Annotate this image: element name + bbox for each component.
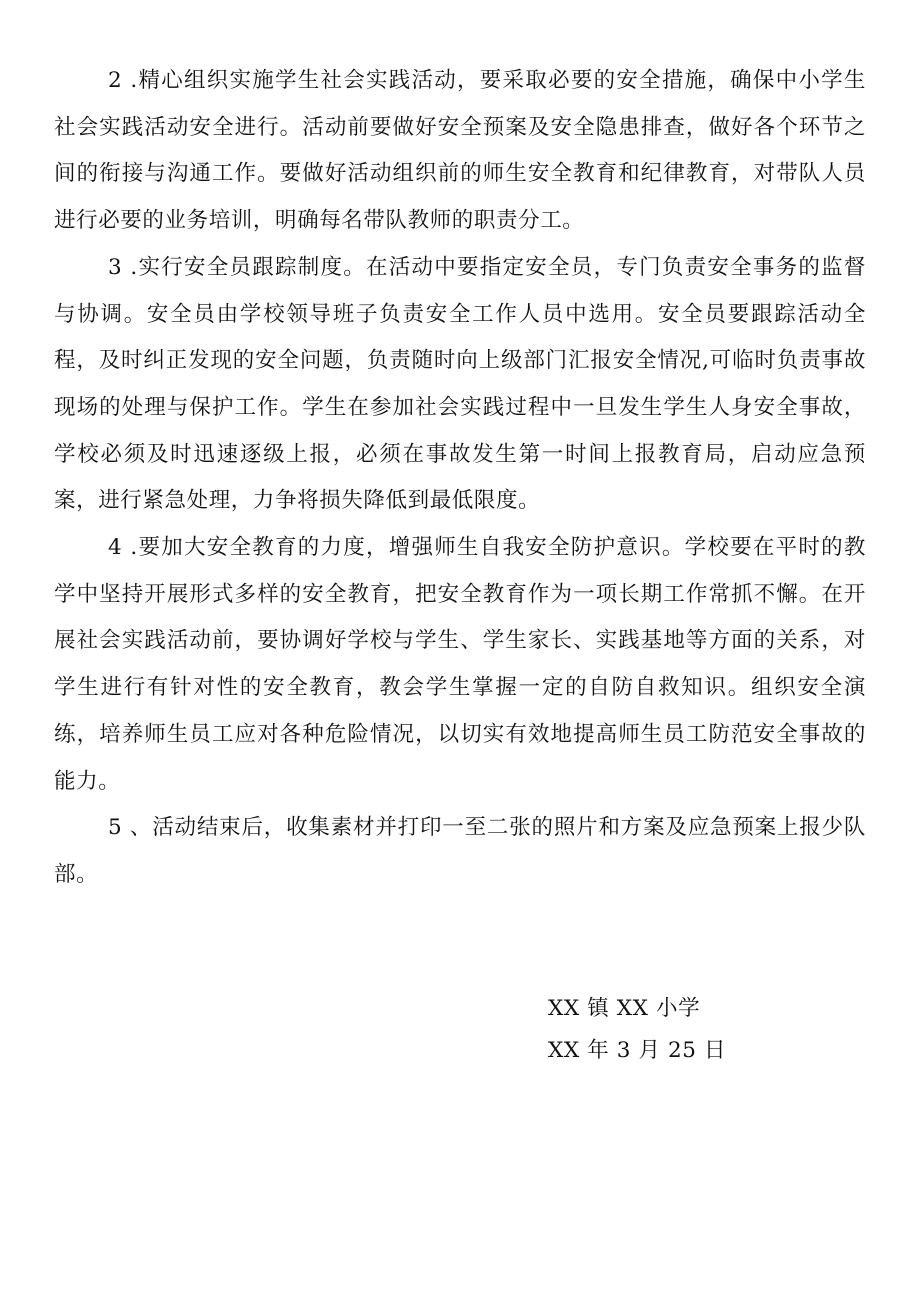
paragraph-item-4: 4 .要加大安全教育的力度，增强师生自我安全防护意识。学校要在平时的教学中坚持开展形式多样的安全教育，把安全教育作为一项长期工作常抓不懈。在开展社会实践活动前，要协调好学校与学生、学生家长、实践基地等方面的关系，对学生进行有针对性的安全教育，教会学生掌握一定的自防自救知识。组织安全演练，培养师生员工应对各种危险情况，以切实有效地提高师生员工防范安全事故的能力。 [54,535,866,794]
document-body [54,58,866,899]
signature-organization: XX 镇 XX 小学 [548,996,701,1021]
paragraph-item-2: 2 .精心组织实施学生社会实践活动，要采取必要的安全措施，确保中小学生社会实践活动安全进行。活动前要做好安全预案及安全隐患排查，做好各个环节之间的衔接与沟通工作。要做好活动组织前的师生安全教育和纪律教育，对带队人员进行必要的业务培训，明确每名带队教师的职责分工。 [54,68,866,234]
paragraph-item-5: 5 、活动结束后，收集素材并打印一至二张的照片和方案及应急预案上报少队部。 [54,815,866,887]
signature-date: XX 年 3 月 25 日 [548,1038,727,1063]
signature-block [548,988,848,1072]
paragraph-item-3: 3 .实行安全员跟踪制度。在活动中要指定安全员，专门负责安全事务的监督与协调。安全员由学校领导班子负责安全工作人员中选用。安全员要跟踪活动全程，及时纠正发现的安全问题，负责随时向上级部门汇报安全情况,可临时负责事故现场的处理与保护工作。学生在参加社会实践过程中一旦发生学生人身安全事故，学校必须及时迅速逐级上报，必须在事故发生第一时间上报教育局，启动应急预案，进行紧急处理，力争将损失降低到最低限度。 [54,254,866,514]
